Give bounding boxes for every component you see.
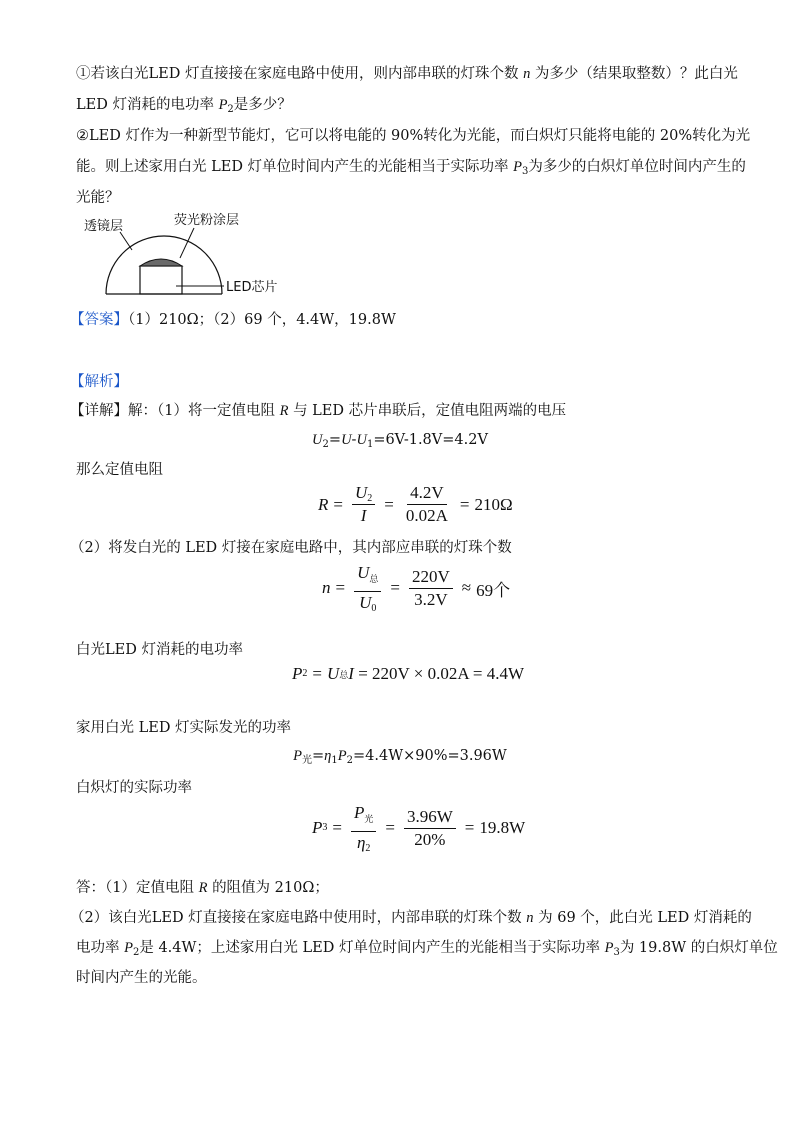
line-count: （2）将发白光的 LED 灯接在家庭电路中，其内部应串联的灯珠个数 [70,540,512,556]
detail-tag: 【详解】 [70,403,128,419]
text: 的阻值为 210Ω； [212,880,329,896]
sub: 3 [522,166,529,177]
text: 能。则上述家用白光 LED 灯单位时间内产生的光能相当于实际功率 [76,159,509,175]
final-answer-2-line-3: 时间内产生的光能。 [76,970,207,986]
label-lens-layer: 透镜层 [84,219,124,234]
answer-tag: 【答案】 [70,312,128,328]
equation-resistance: R = $\frac{U_2}{I}$ = $\frac{4.2V}{0.02A}$ = 210Ω [318,483,513,525]
text: 答：（1）定值电阻 [76,880,194,896]
var: U [359,593,372,612]
sub: 总 [339,670,349,681]
detail-line [70,401,566,421]
text: 为 19.8W 的白炽灯单位 [619,940,778,956]
var: I [360,506,367,525]
question-2-line-2 [76,157,746,177]
fraction [352,484,375,525]
line-light-power: 家用白光 LED 灯实际发光的功率 [76,720,292,736]
led-diagram [70,208,310,298]
question-1-line-2 [76,95,292,115]
value: =4.4W×90%=3.96W [352,748,507,764]
sub: 2 [365,843,371,854]
label-phosphor-layer: 荧光粉涂层 [174,213,240,228]
question-2-line-1: ②LED 灯作为一种新型节能灯，它可以将电能的 90%转化为光能，而白炽灯只能将电能的 20%转化为光 [76,128,751,144]
fraction [403,484,451,525]
fraction [354,564,381,612]
question-2-line-3: 光能？ [76,190,120,206]
sub: 2 [227,104,234,115]
sub: 0 [371,603,377,614]
text: 为 69 个，此白光 LED 灯消耗的 [538,910,752,926]
text: 与 LED 芯片串联后，定值电阻两端的电压 [293,403,567,419]
var: P [353,803,365,822]
result: 210Ω [474,494,513,514]
text: 为多少的白炽灯单位时间内产生的 [528,159,746,175]
text: 是多少？ [233,97,292,113]
line-bulb-power: 白炽灯的实际功率 [76,780,192,796]
equation-power: P 2 = U 总 I = 220V × 0.02A = 4.4W [292,664,525,683]
var-P: P [604,940,614,956]
denominator: 0.02A [405,506,448,525]
text: ①若该白光LED 灯直接接在家庭电路中使用，则内部串联的灯珠个数 [76,66,519,82]
approx: ≈ [461,578,472,597]
sub: 2 [132,947,140,958]
sub: 总 [369,575,379,585]
fraction [351,804,376,852]
final-answer-2-line-2 [76,938,778,958]
text: （2）该白光LED 灯直接接在家庭电路中使用时，内部串联的灯珠个数 [70,910,522,926]
text: 是 4.4W；上述家用白光 LED 灯单位时间内产生的光能相当于实际功率 [139,940,600,956]
line-resistance: 那么定值电阻 [76,462,163,478]
sub: 1 [331,755,338,766]
numerator: 220V [409,568,453,589]
equation-bulb-power: P 3 = $\frac{P_光}{\eta_2}$ = $\frac{3.96W}{20\%}$ = 19.8W [312,803,526,854]
denominator: 3.2V [414,589,448,609]
led-chip [140,266,182,294]
var-R: R [198,880,208,896]
analysis-tag: 【解析】 [70,374,128,390]
var: U [341,432,352,448]
var: P [337,748,347,764]
fraction [404,808,456,849]
numerator: 3.96W [404,808,456,829]
line-power: 白光LED 灯消耗的电功率 [76,642,243,658]
sub: 光 [302,755,313,766]
numerator: 4.2V [407,484,447,505]
phosphor-coating [140,259,182,266]
sub: 2 [367,493,373,504]
var: R [318,494,329,514]
label-led-chip: LED芯片 [226,280,278,295]
answer-line [70,310,396,330]
sub: 3 [613,947,620,958]
text: 电功率 [76,940,120,956]
var: P [312,818,323,837]
lens-leader-line [120,232,132,250]
equation-light-power: $P_光=\eta_1P_2=4.4W\times 90\%=3.96W$ [293,748,507,766]
var: I [348,664,354,683]
var: U [326,664,340,683]
var: P [293,748,303,764]
var: η [324,748,332,764]
sub: 光 [364,815,374,825]
value: =6V-1.8V=4.2V [373,432,488,448]
question-1-line-1 [76,64,738,84]
var-n: n [523,66,531,82]
var: U [312,432,323,448]
var-P: P [124,940,133,956]
equation-count: n = $\frac{U_总}{U_0}$ = $\frac{220V}{3.2V}$ ≈ 69个 [322,563,511,614]
result: 19.8W [479,818,526,837]
value: = 220V × 0.02A = 4.4W [358,664,525,683]
final-answer-2-line-1 [70,908,752,928]
minus: - [351,432,357,448]
var: U [356,432,367,448]
var: U [357,563,370,582]
fraction [409,568,453,609]
text: 为多少（结果取整数）？此白光 [534,66,738,82]
var-R: R [279,403,289,419]
equation-u2 [0,430,800,450]
var-n: n [526,910,534,926]
var: U [354,483,368,502]
text: LED 灯消耗的电功率 [76,97,214,113]
sub: 1 [366,439,374,450]
var: P [292,664,303,683]
var-P: P [218,97,228,113]
final-answer-1 [76,878,329,898]
var-P: P [513,159,523,175]
denominator: 20% [414,829,446,849]
var: η [356,833,366,852]
sub: 2 [322,439,329,450]
eq-sign: = [328,432,342,448]
result: 69个 [476,580,511,600]
var: n [322,578,331,597]
text: 解：（1）将一定值电阻 [128,403,275,419]
sub: 2 [346,755,353,766]
answer-text: （1）210Ω；（2）69 个，4.4W，19.8W [128,312,396,328]
